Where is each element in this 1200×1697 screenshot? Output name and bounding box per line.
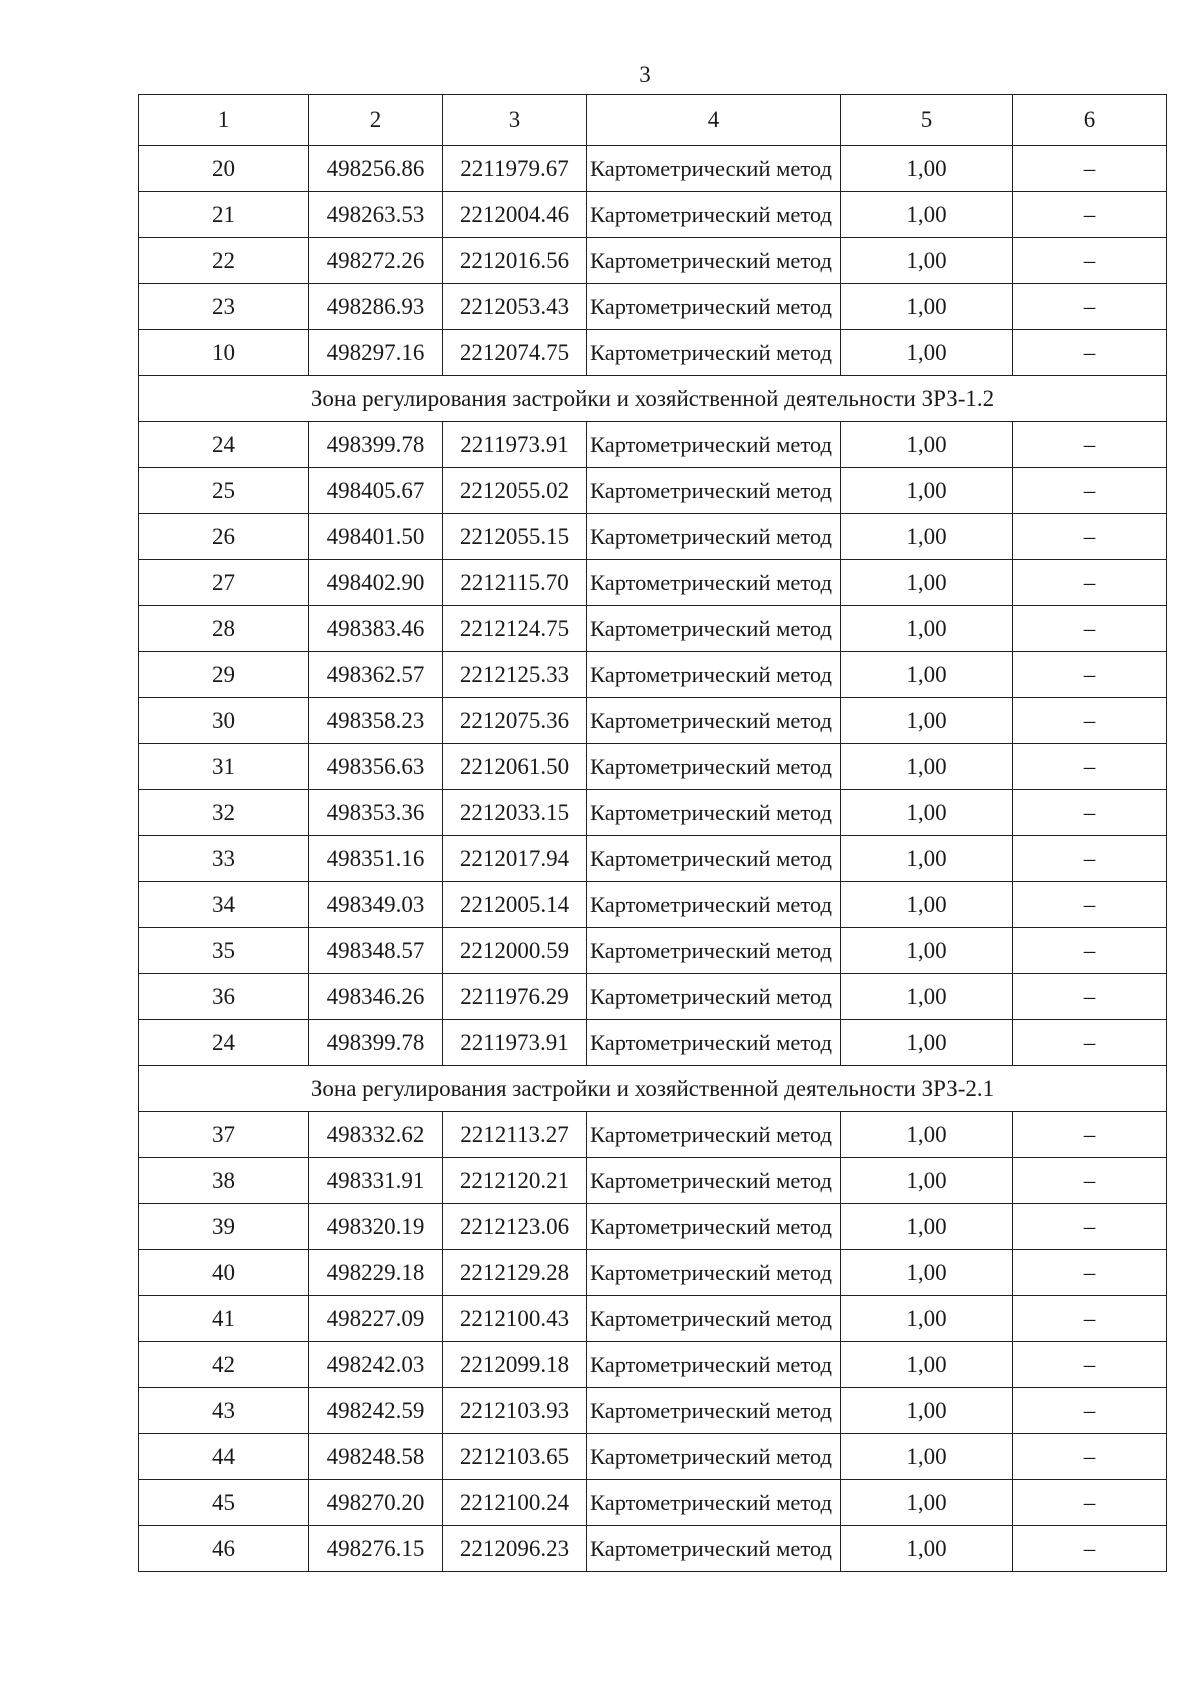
x-coordinate-cell: 498297.16	[309, 330, 443, 376]
note-cell: –	[1013, 1388, 1167, 1434]
point-number-cell: 35	[139, 928, 309, 974]
x-coordinate-cell: 498227.09	[309, 1296, 443, 1342]
y-coordinate-cell: 2212120.21	[443, 1158, 587, 1204]
table-row	[139, 1388, 1167, 1434]
point-number-cell: 45	[139, 1480, 309, 1526]
note-cell: –	[1013, 790, 1167, 836]
y-coordinate-cell: 2212115.70	[443, 560, 587, 606]
x-coordinate-cell: 498276.15	[309, 1526, 443, 1572]
note-cell: –	[1013, 652, 1167, 698]
y-coordinate-cell: 2212017.94	[443, 836, 587, 882]
accuracy-cell: 1,00	[841, 1204, 1013, 1250]
column-header: 6	[1013, 95, 1167, 146]
point-number-cell: 20	[139, 146, 309, 192]
y-coordinate-cell: 2212053.43	[443, 284, 587, 330]
method-cell: Картометрический метод	[587, 1296, 841, 1342]
accuracy-cell: 1,00	[841, 974, 1013, 1020]
y-coordinate-cell: 2211976.29	[443, 974, 587, 1020]
note-cell: –	[1013, 744, 1167, 790]
y-coordinate-cell: 2212125.33	[443, 652, 587, 698]
zone-title: Зона регулирования застройки и хозяйственной деятельности ЗРЗ-2.1	[139, 1066, 1167, 1112]
method-cell: Картометрический метод	[587, 974, 841, 1020]
y-coordinate-cell: 2212100.24	[443, 1480, 587, 1526]
column-header: 3	[443, 95, 587, 146]
x-coordinate-cell: 498402.90	[309, 560, 443, 606]
method-cell: Картометрический метод	[587, 790, 841, 836]
y-coordinate-cell: 2212016.56	[443, 238, 587, 284]
point-number-cell: 37	[139, 1112, 309, 1158]
page-number: 3	[639, 62, 651, 87]
x-coordinate-cell: 498229.18	[309, 1250, 443, 1296]
method-cell: Картометрический метод	[587, 1250, 841, 1296]
method-cell: Картометрический метод	[587, 652, 841, 698]
method-cell: Картометрический метод	[587, 514, 841, 560]
note-cell: –	[1013, 1112, 1167, 1158]
x-coordinate-cell: 498320.19	[309, 1204, 443, 1250]
accuracy-cell: 1,00	[841, 698, 1013, 744]
note-cell: –	[1013, 1204, 1167, 1250]
y-coordinate-cell: 2212033.15	[443, 790, 587, 836]
point-number-cell: 24	[139, 1020, 309, 1066]
x-coordinate-cell: 498351.16	[309, 836, 443, 882]
x-coordinate-cell: 498272.26	[309, 238, 443, 284]
x-coordinate-cell: 498399.78	[309, 1020, 443, 1066]
method-cell: Картометрический метод	[587, 744, 841, 790]
method-cell: Картометрический метод	[587, 1020, 841, 1066]
table-row	[139, 836, 1167, 882]
accuracy-cell: 1,00	[841, 1112, 1013, 1158]
point-number-cell: 30	[139, 698, 309, 744]
method-cell: Картометрический метод	[587, 422, 841, 468]
accuracy-cell: 1,00	[841, 192, 1013, 238]
accuracy-cell: 1,00	[841, 836, 1013, 882]
accuracy-cell: 1,00	[841, 1296, 1013, 1342]
y-coordinate-cell: 2212055.15	[443, 514, 587, 560]
point-number-cell: 39	[139, 1204, 309, 1250]
note-cell: –	[1013, 1296, 1167, 1342]
point-number-cell: 38	[139, 1158, 309, 1204]
y-coordinate-cell: 2212124.75	[443, 606, 587, 652]
y-coordinate-cell: 2211973.91	[443, 1020, 587, 1066]
method-cell: Картометрический метод	[587, 192, 841, 238]
accuracy-cell: 1,00	[841, 1020, 1013, 1066]
table-row	[139, 606, 1167, 652]
note-cell: –	[1013, 928, 1167, 974]
table-row	[139, 560, 1167, 606]
note-cell: –	[1013, 284, 1167, 330]
zone-title-row	[139, 1066, 1167, 1112]
accuracy-cell: 1,00	[841, 652, 1013, 698]
point-number-cell: 40	[139, 1250, 309, 1296]
note-cell: –	[1013, 1480, 1167, 1526]
table-row	[139, 468, 1167, 514]
note-cell: –	[1013, 514, 1167, 560]
table-row	[139, 744, 1167, 790]
table-row	[139, 238, 1167, 284]
table-row	[139, 1296, 1167, 1342]
accuracy-cell: 1,00	[841, 928, 1013, 974]
method-cell: Картометрический метод	[587, 1158, 841, 1204]
table-header-row	[139, 95, 1167, 146]
table-row	[139, 1526, 1167, 1572]
point-number-cell: 33	[139, 836, 309, 882]
y-coordinate-cell: 2212103.65	[443, 1434, 587, 1480]
note-cell: –	[1013, 1020, 1167, 1066]
x-coordinate-cell: 498349.03	[309, 882, 443, 928]
point-number-cell: 23	[139, 284, 309, 330]
accuracy-cell: 1,00	[841, 606, 1013, 652]
table-row	[139, 974, 1167, 1020]
point-number-cell: 29	[139, 652, 309, 698]
table-row	[139, 928, 1167, 974]
x-coordinate-cell: 498242.03	[309, 1342, 443, 1388]
method-cell: Картометрический метод	[587, 468, 841, 514]
note-cell: –	[1013, 1342, 1167, 1388]
note-cell: –	[1013, 1526, 1167, 1572]
table-row	[139, 146, 1167, 192]
method-cell: Картометрический метод	[587, 1388, 841, 1434]
x-coordinate-cell: 498248.58	[309, 1434, 443, 1480]
table-row	[139, 1480, 1167, 1526]
x-coordinate-cell: 498263.53	[309, 192, 443, 238]
note-cell: –	[1013, 882, 1167, 928]
point-number-cell: 34	[139, 882, 309, 928]
accuracy-cell: 1,00	[841, 422, 1013, 468]
note-cell: –	[1013, 1250, 1167, 1296]
point-number-cell: 43	[139, 1388, 309, 1434]
method-cell: Картометрический метод	[587, 1204, 841, 1250]
y-coordinate-cell: 2212099.18	[443, 1342, 587, 1388]
y-coordinate-cell: 2212113.27	[443, 1112, 587, 1158]
accuracy-cell: 1,00	[841, 882, 1013, 928]
point-number-cell: 22	[139, 238, 309, 284]
y-coordinate-cell: 2212075.36	[443, 698, 587, 744]
accuracy-cell: 1,00	[841, 514, 1013, 560]
y-coordinate-cell: 2212074.75	[443, 330, 587, 376]
accuracy-cell: 1,00	[841, 238, 1013, 284]
note-cell: –	[1013, 606, 1167, 652]
accuracy-cell: 1,00	[841, 1480, 1013, 1526]
method-cell: Картометрический метод	[587, 882, 841, 928]
x-coordinate-cell: 498270.20	[309, 1480, 443, 1526]
table-row	[139, 652, 1167, 698]
table-row	[139, 882, 1167, 928]
note-cell: –	[1013, 1434, 1167, 1480]
method-cell: Картометрический метод	[587, 928, 841, 974]
note-cell: –	[1013, 330, 1167, 376]
accuracy-cell: 1,00	[841, 1158, 1013, 1204]
point-number-cell: 10	[139, 330, 309, 376]
x-coordinate-cell: 498401.50	[309, 514, 443, 560]
point-number-cell: 46	[139, 1526, 309, 1572]
method-cell: Картометрический метод	[587, 1112, 841, 1158]
x-coordinate-cell: 498399.78	[309, 422, 443, 468]
note-cell: –	[1013, 1158, 1167, 1204]
column-header: 5	[841, 95, 1013, 146]
x-coordinate-cell: 498348.57	[309, 928, 443, 974]
x-coordinate-cell: 498356.63	[309, 744, 443, 790]
x-coordinate-cell: 498383.46	[309, 606, 443, 652]
y-coordinate-cell: 2212005.14	[443, 882, 587, 928]
accuracy-cell: 1,00	[841, 146, 1013, 192]
point-number-cell: 42	[139, 1342, 309, 1388]
point-number-cell: 36	[139, 974, 309, 1020]
point-number-cell: 24	[139, 422, 309, 468]
x-coordinate-cell: 498405.67	[309, 468, 443, 514]
table-row	[139, 1204, 1167, 1250]
coordinates-table	[138, 94, 1167, 1572]
method-cell: Картометрический метод	[587, 1480, 841, 1526]
accuracy-cell: 1,00	[841, 1526, 1013, 1572]
method-cell: Картометрический метод	[587, 606, 841, 652]
point-number-cell: 41	[139, 1296, 309, 1342]
note-cell: –	[1013, 698, 1167, 744]
zone-title-row	[139, 376, 1167, 422]
accuracy-cell: 1,00	[841, 1250, 1013, 1296]
note-cell: –	[1013, 836, 1167, 882]
note-cell: –	[1013, 974, 1167, 1020]
table-row	[139, 422, 1167, 468]
table-row	[139, 1342, 1167, 1388]
y-coordinate-cell: 2212100.43	[443, 1296, 587, 1342]
method-cell: Картометрический метод	[587, 284, 841, 330]
y-coordinate-cell: 2212096.23	[443, 1526, 587, 1572]
accuracy-cell: 1,00	[841, 790, 1013, 836]
x-coordinate-cell: 498353.36	[309, 790, 443, 836]
y-coordinate-cell: 2212004.46	[443, 192, 587, 238]
column-header: 2	[309, 95, 443, 146]
table-row	[139, 698, 1167, 744]
x-coordinate-cell: 498346.26	[309, 974, 443, 1020]
accuracy-cell: 1,00	[841, 1388, 1013, 1434]
point-number-cell: 44	[139, 1434, 309, 1480]
y-coordinate-cell: 2211973.91	[443, 422, 587, 468]
note-cell: –	[1013, 192, 1167, 238]
method-cell: Картометрический метод	[587, 1434, 841, 1480]
column-header: 1	[139, 95, 309, 146]
table-row	[139, 330, 1167, 376]
table-row	[139, 790, 1167, 836]
table-row	[139, 514, 1167, 560]
method-cell: Картометрический метод	[587, 1526, 841, 1572]
point-number-cell: 32	[139, 790, 309, 836]
x-coordinate-cell: 498286.93	[309, 284, 443, 330]
column-header: 4	[587, 95, 841, 146]
point-number-cell: 28	[139, 606, 309, 652]
accuracy-cell: 1,00	[841, 284, 1013, 330]
x-coordinate-cell: 498358.23	[309, 698, 443, 744]
x-coordinate-cell: 498332.62	[309, 1112, 443, 1158]
x-coordinate-cell: 498242.59	[309, 1388, 443, 1434]
accuracy-cell: 1,00	[841, 744, 1013, 790]
x-coordinate-cell: 498362.57	[309, 652, 443, 698]
method-cell: Картометрический метод	[587, 146, 841, 192]
point-number-cell: 25	[139, 468, 309, 514]
accuracy-cell: 1,00	[841, 468, 1013, 514]
zone-title: Зона регулирования застройки и хозяйственной деятельности ЗРЗ-1.2	[139, 376, 1167, 422]
y-coordinate-cell: 2212129.28	[443, 1250, 587, 1296]
note-cell: –	[1013, 146, 1167, 192]
table-row	[139, 1250, 1167, 1296]
x-coordinate-cell: 498256.86	[309, 146, 443, 192]
accuracy-cell: 1,00	[841, 1434, 1013, 1480]
table-row	[139, 284, 1167, 330]
table-row	[139, 1020, 1167, 1066]
accuracy-cell: 1,00	[841, 560, 1013, 606]
point-number-cell: 27	[139, 560, 309, 606]
y-coordinate-cell: 2211979.67	[443, 146, 587, 192]
table-body	[139, 95, 1167, 1572]
point-number-cell: 26	[139, 514, 309, 560]
method-cell: Картометрический метод	[587, 560, 841, 606]
y-coordinate-cell: 2212061.50	[443, 744, 587, 790]
y-coordinate-cell: 2212103.93	[443, 1388, 587, 1434]
table-row	[139, 1112, 1167, 1158]
method-cell: Картометрический метод	[587, 836, 841, 882]
method-cell: Картометрический метод	[587, 1342, 841, 1388]
accuracy-cell: 1,00	[841, 1342, 1013, 1388]
table-row	[139, 192, 1167, 238]
method-cell: Картометрический метод	[587, 330, 841, 376]
method-cell: Картометрический метод	[587, 698, 841, 744]
point-number-cell: 31	[139, 744, 309, 790]
accuracy-cell: 1,00	[841, 330, 1013, 376]
y-coordinate-cell: 2212123.06	[443, 1204, 587, 1250]
table-row	[139, 1434, 1167, 1480]
note-cell: –	[1013, 238, 1167, 284]
note-cell: –	[1013, 468, 1167, 514]
y-coordinate-cell: 2212000.59	[443, 928, 587, 974]
y-coordinate-cell: 2212055.02	[443, 468, 587, 514]
note-cell: –	[1013, 422, 1167, 468]
note-cell: –	[1013, 560, 1167, 606]
point-number-cell: 21	[139, 192, 309, 238]
method-cell: Картометрический метод	[587, 238, 841, 284]
x-coordinate-cell: 498331.91	[309, 1158, 443, 1204]
table-row	[139, 1158, 1167, 1204]
